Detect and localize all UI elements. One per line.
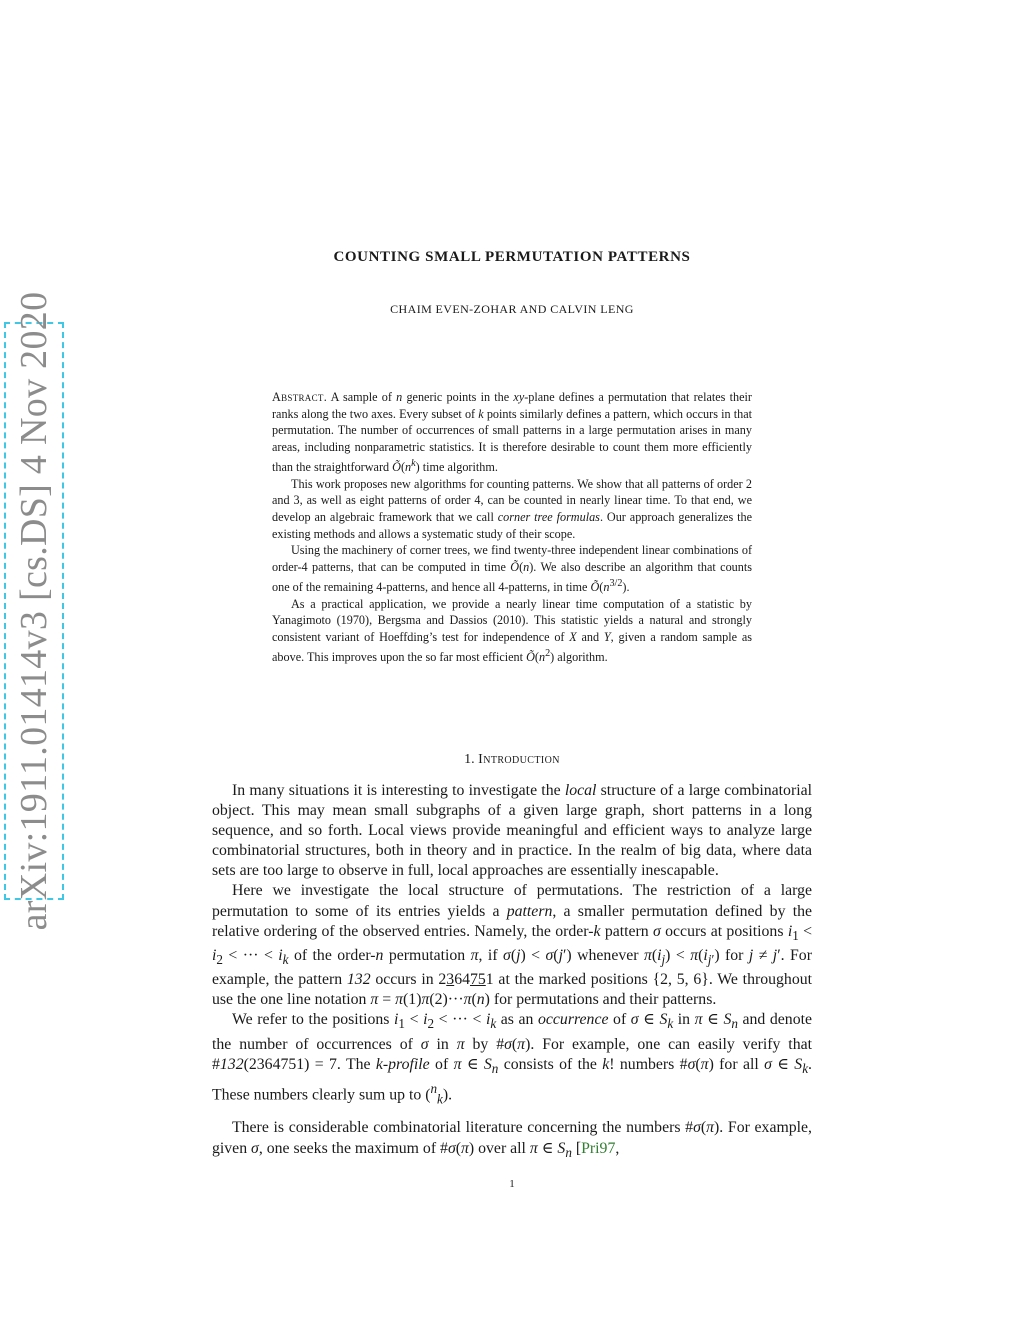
abstract-paragraph: This work proposes new algorithms for counting patterns. We show that all patterns of order 2 and 3, as well as eight patterns of order 4, can be counted in nearly linear time. To that end, we develop an algebraic framework that we call corner tree formulas. Our approach generalizes the existing methods and allows a systematic study of their scope. [272,476,752,541]
arxiv-identifier-stamp [4,291,64,931]
body-paragraph: Here we investigate the local structure of permutations. The restriction of a large permutation to some of its entries yields a pattern, a smaller permutation defined by the relative ordering of the observed entries. Namely, the order-k pattern σ occurs at positions $i_1 < i_2$ < ··· < $i_k$ of the order-n permutation π, if σ(j) < σ(j′) whenever $\pi(i_j) < \pi(i_{j'})$ for j ≠ j′. For example, the pattern 132 occurs in 2364751 at the marked positions {2, 5, 6}. We throughout use the one line notation π = π(1)π(2)···π(n) for permutations and their patterns. [212,882,813,1009]
body-paragraph: We refer to the positions $i_1 < i_2$ < ··· < $i_k$ as an occurrence of σ ∈ $S_k$ in π ∈ $S_n$ and denote the number of occurrences of σ in π by #σ(π). For example, one can easily verify that #132(2364751) = 7. The k-profile of π ∈ $S_n$ consists of the k! numbers #σ(π) for all σ ∈ $S_k$. These numbers clearly sum up to ($^n_k$). [212,1011,812,1107]
abstract-paragraph: As a practical application, we provide a nearly linear time computation of a statistic by Yanagimoto (1970), Bergsma and Dassios (2010). This statistic yields a natural and strongly consistent variant of Hoeffding’s test for independence of X and Y, given a random sample as above. This improves upon the so far most efficient $Õ(n^2)$ algorithm. [272,596,753,664]
page-number: 1 [509,1178,515,1190]
arxiv-identifier-text: arXiv:1911.01414v3 [cs.DS] 4 Nov 2020 [13,291,55,931]
body-text [212,781,812,1163]
abstract-paragraph: Abstract. A sample of n generic points in the xy-plane defines a permutation that relates their ranks along the two axes. Every subset of k points similarly defines a pattern, which occurs in that permutation. The number of occurrences of small patterns in a large permutation arises in many areas, including nonparametric statistics. It is therefore desirable to count them more efficiently than the straightforward $Õ(n^k)$ time algorithm. [272,390,752,474]
paper-authors: CHAIM EVEN-ZOHAR AND CALVIN LENG [390,302,634,316]
section-title: Introduction [478,752,560,767]
body-paragraph: In many situations it is interesting to investigate the local structure of a large combinatorial object. This may mean small subgraphs of a given large graph, short patterns in a long sequence, and so forth. Local views provide meaningful and efficient ways to analyze large combinatorial structures, both in theory and in practice. In the realm of big data, where data sets are too large to observe in full, local approaches are essentially inescapable. [212,782,813,880]
abstract-label: Abstract. [272,390,328,404]
section-heading [0,752,1024,768]
paper-title: COUNTING SMALL PERMUTATION PATTERNS [333,249,691,265]
abstract [272,389,752,665]
body-paragraph: There is considerable combinatorial literature concerning the numbers #σ(π). For example, given σ, one seeks the maximum of #σ(π) over all π ∈ $S_n$ [Pri97, [212,1119,812,1160]
abstract-paragraph: Using the machinery of corner trees, we find twenty-three independent linear combinations of order-4 patterns, that can be computed in time Õ(n). We also describe an algorithm that counts one of the remaining 4-patterns, and hence all 4-patterns, in time $Õ(n^{3/2})$. [272,543,753,594]
citation-link[interactable]: Pri97 [581,1139,616,1157]
section-number: 1. [464,752,475,767]
